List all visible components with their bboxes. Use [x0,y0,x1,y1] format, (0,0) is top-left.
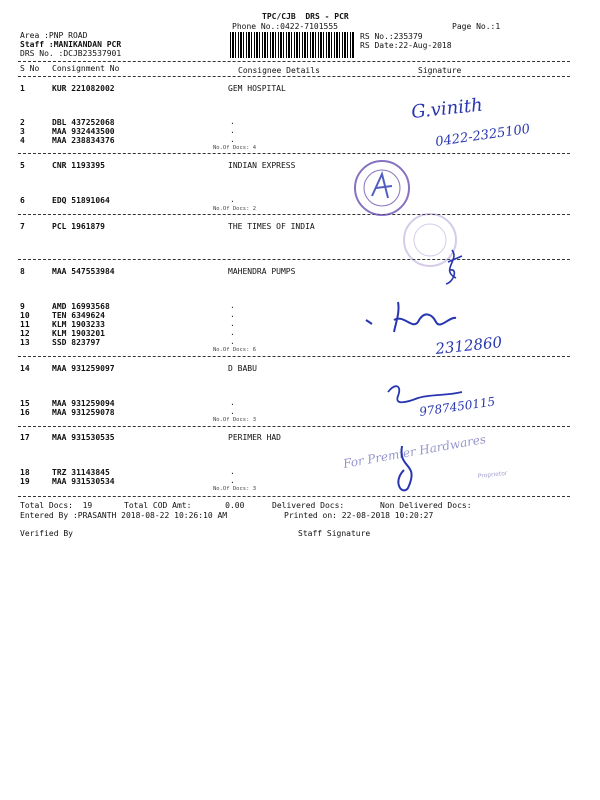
signature-kumar [394,302,456,332]
divider [18,259,570,260]
row-consignment: MAA 931259094 [52,399,115,408]
docs-count: No.Of Docs: 3 [213,486,257,492]
total-cod: Total COD Amt: 0.00 [124,501,245,510]
row-sno: 6 [20,196,25,205]
handwritten-phone-2: 9787450115 [418,394,497,419]
dot-mark: . [230,319,235,328]
row-consignment: CNR 1193395 [52,161,105,170]
consignee-name: GEM HOSPITAL [228,84,286,93]
divider [18,426,570,427]
row-sno: 13 [20,338,30,347]
consignee-name: PERIMER HAD [228,433,281,442]
dot-mark: . [230,337,235,346]
row-consignment: PCL 1961879 [52,222,105,231]
row-sno: 11 [20,320,30,329]
row-consignment: DBL 437252068 [52,118,115,127]
divider [18,356,570,357]
row-sno: 4 [20,136,25,145]
consignee-name: D BABU [228,364,257,373]
dot-mark: . [230,310,235,319]
row-consignment: TEN 6349624 [52,311,105,320]
rs-number: RS No.:235379 [360,32,423,41]
row-sno: 7 [20,222,25,231]
row-sno: 2 [20,118,25,127]
company-stamp: For Premier Hardwares [342,432,488,471]
row-sno: 8 [20,267,25,276]
row-consignment: AMD 16993568 [52,302,110,311]
dot-mark: . [230,135,235,144]
row-consignment: SSD 823797 [52,338,101,347]
row-consignment: MAA 931530534 [52,477,115,486]
staff-label: Staff :MANIKANDAN PCR [20,40,122,49]
row-sno: 5 [20,161,25,170]
total-docs: Total Docs: 19 [20,501,93,510]
row-consignment: KLM 1903201 [52,329,105,338]
divider [18,496,570,497]
dot-mark: . [230,126,235,135]
row-consignment: MAA 931530535 [52,433,115,442]
col-sno: S No [20,64,40,73]
row-sno: 16 [20,408,30,417]
row-sno: 9 [20,302,25,311]
row-consignment: KUR 221082002 [52,84,115,93]
proprietor-label: Proprietor [477,469,508,480]
row-consignment: MAA 931259078 [52,408,115,417]
verified-by: Verified By [20,529,73,538]
row-consignment: MAA 931259097 [52,364,115,373]
row-consignment: MAA 238834376 [52,136,115,145]
barcode [230,32,354,58]
page-number: Page No.:1 [452,22,501,31]
dot-mark: . [230,301,235,310]
dot-mark: . [230,117,235,126]
signature-perimer [398,446,411,490]
dot-mark: . [230,398,235,407]
col-consignee: Consignee Details [238,66,320,75]
staff-signature-label: Staff Signature [298,529,371,538]
row-consignment: MAA 932443500 [52,127,115,136]
docs-count: No.Of Docs: 6 [213,347,257,353]
doc-title: TPC/CJB DRS - PCR [262,12,349,21]
round-stamp [355,161,409,215]
rs-date: RS Date:22-Aug-2018 [360,41,452,50]
signature-babu [388,386,462,402]
drs-number: DRS No. :DCJB23537901 [20,49,122,58]
area-label: Area :PNP ROAD [20,31,88,40]
docs-count: No.Of Docs: 4 [213,145,257,151]
divider [18,153,570,154]
row-sno: 19 [20,477,30,486]
phone-number: Phone No.:0422-7101555 [232,22,338,31]
signature-scribble [446,250,462,284]
docs-count: No.Of Docs: 3 [213,417,257,423]
row-consignment: MAA 547553984 [52,267,115,276]
divider [18,76,570,77]
dot-mark: . [230,467,235,476]
row-sno: 14 [20,364,30,373]
divider [18,214,570,215]
row-consignment: TRZ 31143845 [52,468,110,477]
consignee-name: INDIAN EXPRESS [228,161,296,170]
row-sno: 3 [20,127,25,136]
col-consignment: Consignment No [52,64,120,73]
dot-mark: . [230,328,235,337]
row-sno: 18 [20,468,30,477]
consignee-name: MAHENDRA PUMPS [228,267,296,276]
row-sno: 17 [20,433,30,442]
entered-by: Entered By :PRASANTH 2018-08-22 10:26:10 AM [20,511,228,520]
printed-on: Printed on: 22-08-2018 10:20:27 [284,511,434,520]
handwritten-number: 2312860 [434,333,503,358]
non-delivered-docs: Non Delivered Docs: [380,501,472,510]
col-signature: Signature [418,66,462,75]
row-sno: 10 [20,311,30,320]
row-sno: 15 [20,399,30,408]
pen-mark [366,320,372,324]
consignee-name: THE TIMES OF INDIA [228,222,315,231]
divider [18,61,570,62]
delivered-docs: Delivered Docs: [272,501,345,510]
dot-mark: . [230,476,235,485]
dot-mark: . [230,407,235,416]
docs-count: No.Of Docs: 2 [213,206,257,212]
row-sno: 1 [20,84,25,93]
row-consignment: KLM 1903233 [52,320,105,329]
row-sno: 12 [20,329,30,338]
dot-mark: . [230,195,235,204]
handwritten-phone: 0422-2325100 [434,121,532,150]
signature-gvinith: G.vinith [410,94,484,123]
row-consignment: EDQ 51891064 [52,196,110,205]
